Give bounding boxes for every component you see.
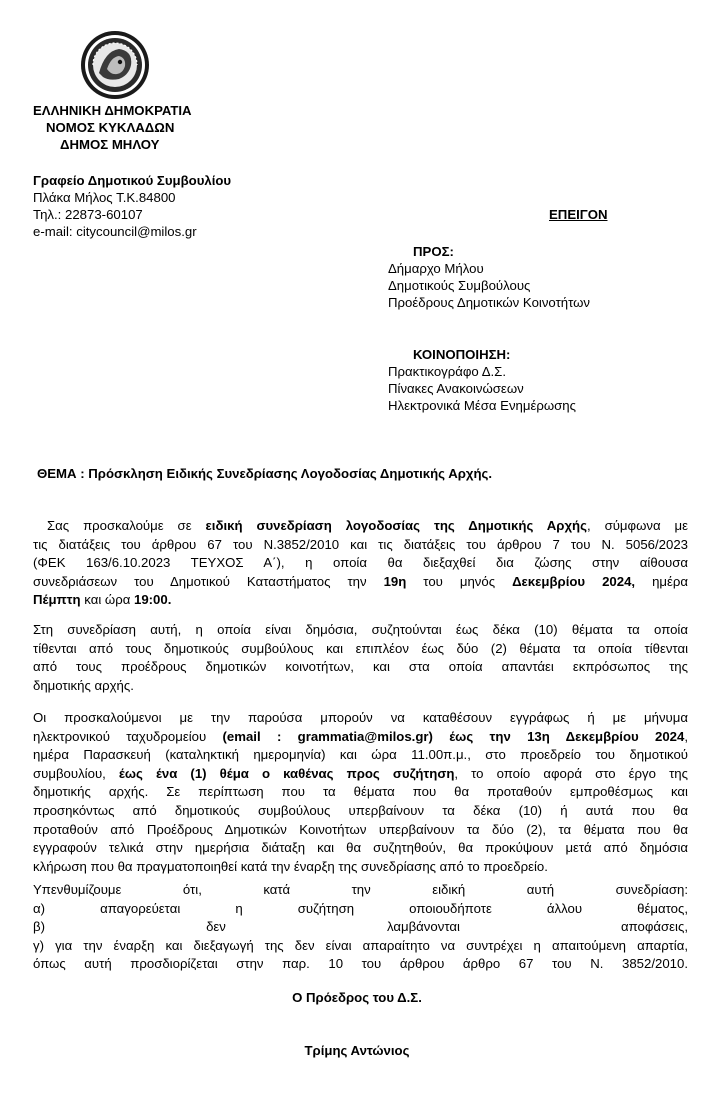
to-recipient: Δημοτικούς Συμβούλους	[388, 278, 531, 293]
paragraph-submission	[33, 709, 688, 876]
office-phone: Τηλ.: 22873-60107	[33, 207, 143, 222]
office-email: e-mail: citycouncil@milos.gr	[33, 224, 197, 239]
text-line: Οι προσκαλούμενοι με την παρούσα μπορούν να καταθέσουν εγγράφως ή με μήνυμα	[33, 710, 688, 725]
text-line: από τους προέδρους δημοτικών κοινοτήτων, και στα οποία απαντάει εκπρόσωπος της	[33, 659, 688, 675]
cc-label: ΚΟΙΝΟΠΟΙΗΣΗ:	[413, 347, 511, 362]
text-line: τίθενται από τους δημοτικούς συμβούλους και επιπλέον έως δύο (2) θέματα τα οποία τίθενται	[33, 640, 688, 656]
list-item: α) απαγορεύεται η συζήτηση οποιουδήποτε άλλου θέματος,	[33, 900, 688, 916]
to-recipient: Προέδρους Δημοτικών Κοινοτήτων	[388, 295, 591, 310]
text-line: Υπενθυμίζουμε ότι, κατά την ειδική αυτή συνεδρίαση:	[33, 882, 688, 897]
signature-name: Τρίμης Αντώνιος	[304, 1043, 410, 1058]
text-line: ημέρα Παρασκευή (καταληκτική ημερομηνία) και ώρα 11.00π.μ., στο προεδρείο του δημοτικού	[33, 747, 688, 763]
text-line: συνεδριάσεων του Δημοτικού Καταστήματος την 19η του μηνός Δεκεμβρίου 2024, ημέρα	[33, 573, 689, 589]
cc-recipient: Πίνακες Ανακοινώσεων	[388, 381, 524, 396]
text-line: όπως αυτή προσδιορίζεται στην παρ. 10 του άρθρου άρθρο 67 του Ν. 3852/2010.	[33, 956, 688, 972]
paragraph-invitation	[33, 517, 688, 610]
to-label: ΠΡΟΣ:	[413, 244, 454, 259]
text-line: δημοτικής αρχής. Σε περίπτωση που τα θέματα που θα προταθούν εμπροθέσμως και	[33, 784, 688, 800]
urgent-label: ΕΠΕΙΓΟΝ	[549, 207, 608, 222]
list-item: γ) για την έναρξη και διεξαγωγή της δεν είναι απαραίτητο να συντρέχει η απαιτούμενη απαρτία,	[33, 937, 688, 953]
text-line: Σας προσκαλούμε σε ειδική συνεδρίαση λογοδοσίας της Δημοτικής Αρχής, σύμφωνα με	[47, 518, 689, 533]
country-heading: ΕΛΛΗΝΙΚΗ ΔΗΜΟΚΡΑΤΙΑ	[33, 103, 192, 118]
text-line: (ΦΕΚ 163/6.10.2023 ΤΕΥΧΟΣ Α΄), η οποία θα διεξαχθεί δια ζώσης στην αίθουσα	[33, 555, 688, 571]
signature-role: Ο Πρόεδρος του Δ.Σ.	[292, 990, 422, 1005]
text-line: δημοτικής αρχής.	[33, 677, 134, 693]
subject-line: ΘΕΜΑ : Πρόσκληση Ειδικής Συνεδρίασης Λογοδοσίας Δημοτικής Αρχής.	[37, 466, 493, 481]
text-line: Στη συνεδρίαση αυτή, η οποία είναι δημόσια, συζητούνται έως δέκα (10) θέματα τα οποία	[33, 622, 688, 637]
text-line: προταθούν από Προέδρους Δημοτικών Κοινοτήτων υπερβαίνουν τα δύο (2), τα θέματα που θα	[33, 821, 688, 837]
paragraph-reminder	[33, 881, 688, 974]
text-line: συμβουλίου, έως ένα (1) θέμα ο καθένας προς συζήτηση, το οποίο αφορά στο έργο της	[33, 765, 688, 781]
office-name: Γραφείο Δημοτικού Συμβουλίου	[33, 173, 232, 188]
paragraph-topics	[33, 621, 688, 695]
text-line: εγγραφούν τελικά στην ημερήσια διάταξη και θα συζητηθούν, θα προκύψουν μετά από δημόσια	[33, 840, 688, 856]
text-line: τις διατάξεις του άρθρου 67 του Ν.3852/2010 και τις διατάξεις του άρθρου 7 του Ν. 5056/2023	[33, 536, 688, 552]
municipality-heading: ΔΗΜΟΣ ΜΗΛΟΥ	[60, 137, 160, 152]
text-line: κλήρωση που θα πραγματοποιηθεί κατά την έναρξη της συνεδρίασης από το προεδρείο.	[33, 858, 548, 874]
prefecture-heading: ΝΟΜΟΣ ΚΥΚΛΑΔΩΝ	[46, 120, 175, 135]
text-line: Πέμπτη και ώρα 19:00.	[33, 592, 172, 608]
cc-recipient: Πρακτικογράφο Δ.Σ.	[388, 364, 506, 379]
text-line: ηλεκτρονικού ταχυδρομείου (email : grammatia@milos.gr) έως την 13η Δεκεμβρίου 2024,	[33, 728, 689, 744]
to-recipient: Δήμαρχο Μήλου	[388, 261, 484, 276]
cc-recipient: Ηλεκτρονικά Μέσα Ενημέρωσης	[388, 398, 576, 413]
list-item: β) δεν λαμβάνονται αποφάσεις,	[33, 919, 688, 935]
office-address: Πλάκα Μήλος Τ.Κ.84800	[33, 190, 176, 205]
text-line: προσηκόντως από δημοτικούς συμβούλους υπερβαίνουν τα δέκα (10) ή αυτά που θα	[33, 802, 688, 818]
municipal-seal-icon	[79, 29, 151, 101]
